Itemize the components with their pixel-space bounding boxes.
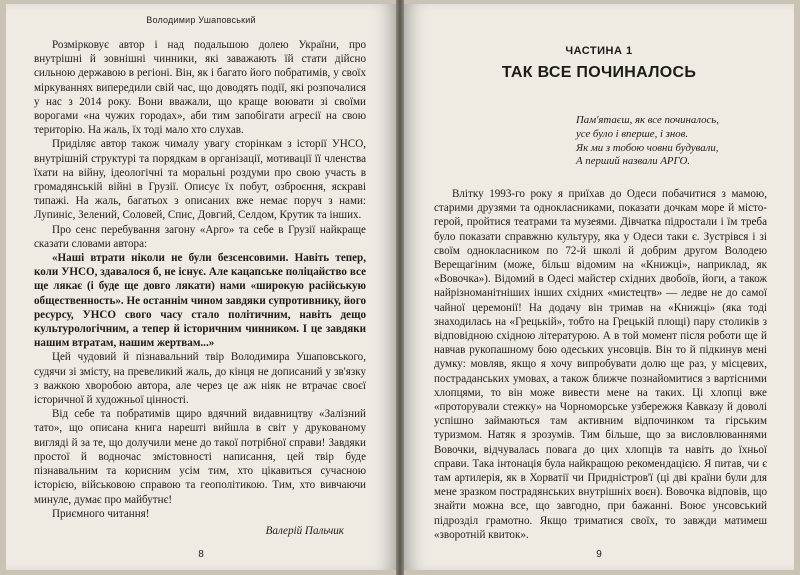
paragraph: Від себе та побратимів щиро вдячний видавництву «Залізний тато», що описана книга нарешті вийшла в світ у друкованому вигляді й за те, що долучили мене до такої потрібної справи! Завдяки простої й водночас змістовності написання, цей твір буде пізнавальним та корисним усім тим, хто цікавиться сучасною історією, військовою справою та геополітикою. Тим, хто вивчаючи минуле, думає про майбутнє!: [34, 408, 366, 506]
running-head: Володимир Ушаповський: [146, 15, 256, 25]
part-label: ЧАСТИНА 1: [565, 45, 633, 57]
author-quote: «Наші втрати ніколи не були безсенсовими. Навіть тепер, коли УНСО, здавалося б, не існує. Але кацапське поліцайство все ще лякає (і буде ще довго лякати) нами «широкую расійськую общественность». Не останнім чином завдяки супротивнику, його ресурсу, УНСО свого часу стало політичним, навіть дещо культурологічним, а тепер й історичним чинником. І це завдяки нашим втратам, нашим жертвам...»: [34, 252, 366, 350]
right-page: [404, 4, 794, 570]
paragraph: Про сенс перебування загону «Арго» та себе в Грузії найкраще сказати словами автора:: [34, 223, 366, 250]
part-title: ТАК ВСЕ ПОЧИНАЛОСЬ: [501, 64, 697, 81]
epigraph-line: А перший назвали АРГО.: [576, 155, 690, 168]
signature: Валерій Пальчик: [265, 524, 344, 537]
paragraph: Приділяє автор також чималу увагу сторінкам з історії УНСО, внутрішній структурі та порядкам в організації, мотивації її членства їхати на війну, ідеологічні та моральні роздуми про свою участь в громадянській війні в Грузії. Описує їх побут, озброєння, яскраві типажі. На жаль, багатьох з описаних вже немає поруч з нами: Лупиніс, Зелений, Соловей, Спис, Довгий, Селдом, Крутик та інших.: [34, 138, 366, 222]
left-page: [6, 4, 396, 570]
epigraph-line: Пам'ятаєш, як все починалось,: [576, 114, 719, 126]
page-number: 9: [596, 549, 602, 560]
paragraph: Розмірковує автор і над подальшою долею України, про внутрішні й зовнішні чинники, які заважають їй стати дійсно сильною державою в регіоні. Він, як і багато його побратимів, у своїх міркуваннях випередили свій час, що доводять події, які розпочалися у нас з 2014 року. Вони вважали, що краще воювати зі своїми ворогами «на чужих городах», аби тим запобігати агресії на свою територію. На жаль, їх тоді мало хто слухав.: [34, 39, 366, 137]
paragraph: Влітку 1993-го року я приїхав до Одеси побачитися з мамою, старими друзями та однокласниками, показати дочкам море й місто-герой, пройтися театрами та музеями. Дівчатка підростали і їм треба було показати справжню культуру, яка у Одеси таки є. Зустрівся і зі своїм однокласником по 72-й школі й добрим другом Володею Верещагіним (може, більш відомим на «Книжці», наприклад, як «Вовочка»). Відомий в Одесі майстер східних двобоїв, йоги, а також найрізноманітніших інших східних «мистецтв» — ледве не до самої чайної церемонії! На додачу він тримав на «Книжці» (яка тоді знаходилась на «Грецькій», тобто на Грецькій площі) пару столиків з відповідною східною літературою. А в той момент після роботи ще й навчав рукопашному бою одеських унсовців. Він то й підкинув мені думку: мовляв, якщо я хочу випробувати долю ще раз, у місцевих, постраданських умовах, а також ближче познайомитися з вартісними хлопцями, то він може вивести мене на таких. Ці хлопці вже «проторували стежку» на Чорноморське узбережжя Кавказу й доволі успішно займаються там активним відпочинком та гірським туризмом. Натяк я зрозумів. Тим більше, що за висловлюваннями Вовочки, відчувалась повага до цих хлопців та навіть до їхньої справи. Така інтонація була найкращою рекомендацією. Я питав, чи є там артилерія, як в Хорватії чи Придністров'ї (ці дві країни були для мене зразком пострадянських внутрішніх воєн). Вовочка відповів, що знайти можна все, що завгодно, при бажанні. Воює унсовський підрозділ грамотно. Якщо триматися своїх, то завжди матимеш «зворотній квиток».: [434, 188, 767, 541]
epigraph: [576, 114, 766, 169]
paragraph: Приємного читання!: [52, 507, 150, 520]
epigraph-line: Як ми з тобою човни будували,: [576, 141, 719, 154]
paragraph: Цей чудовий й пізнавальний твір Володимира Ушаповського, судячи зі змісту, на превеликий жаль, до кінця не дописаний у зв'язку з важкою хворобою автора, але через це аж ніяк не втрачає своєї історичної й художньої цінності.: [34, 351, 366, 407]
left-page-text: [34, 38, 366, 538]
page-number: 8: [198, 549, 204, 560]
right-page-text: [434, 187, 767, 542]
book-gutter: [396, 0, 404, 575]
epigraph-line: усе було і вперше, і знов.: [576, 127, 689, 140]
